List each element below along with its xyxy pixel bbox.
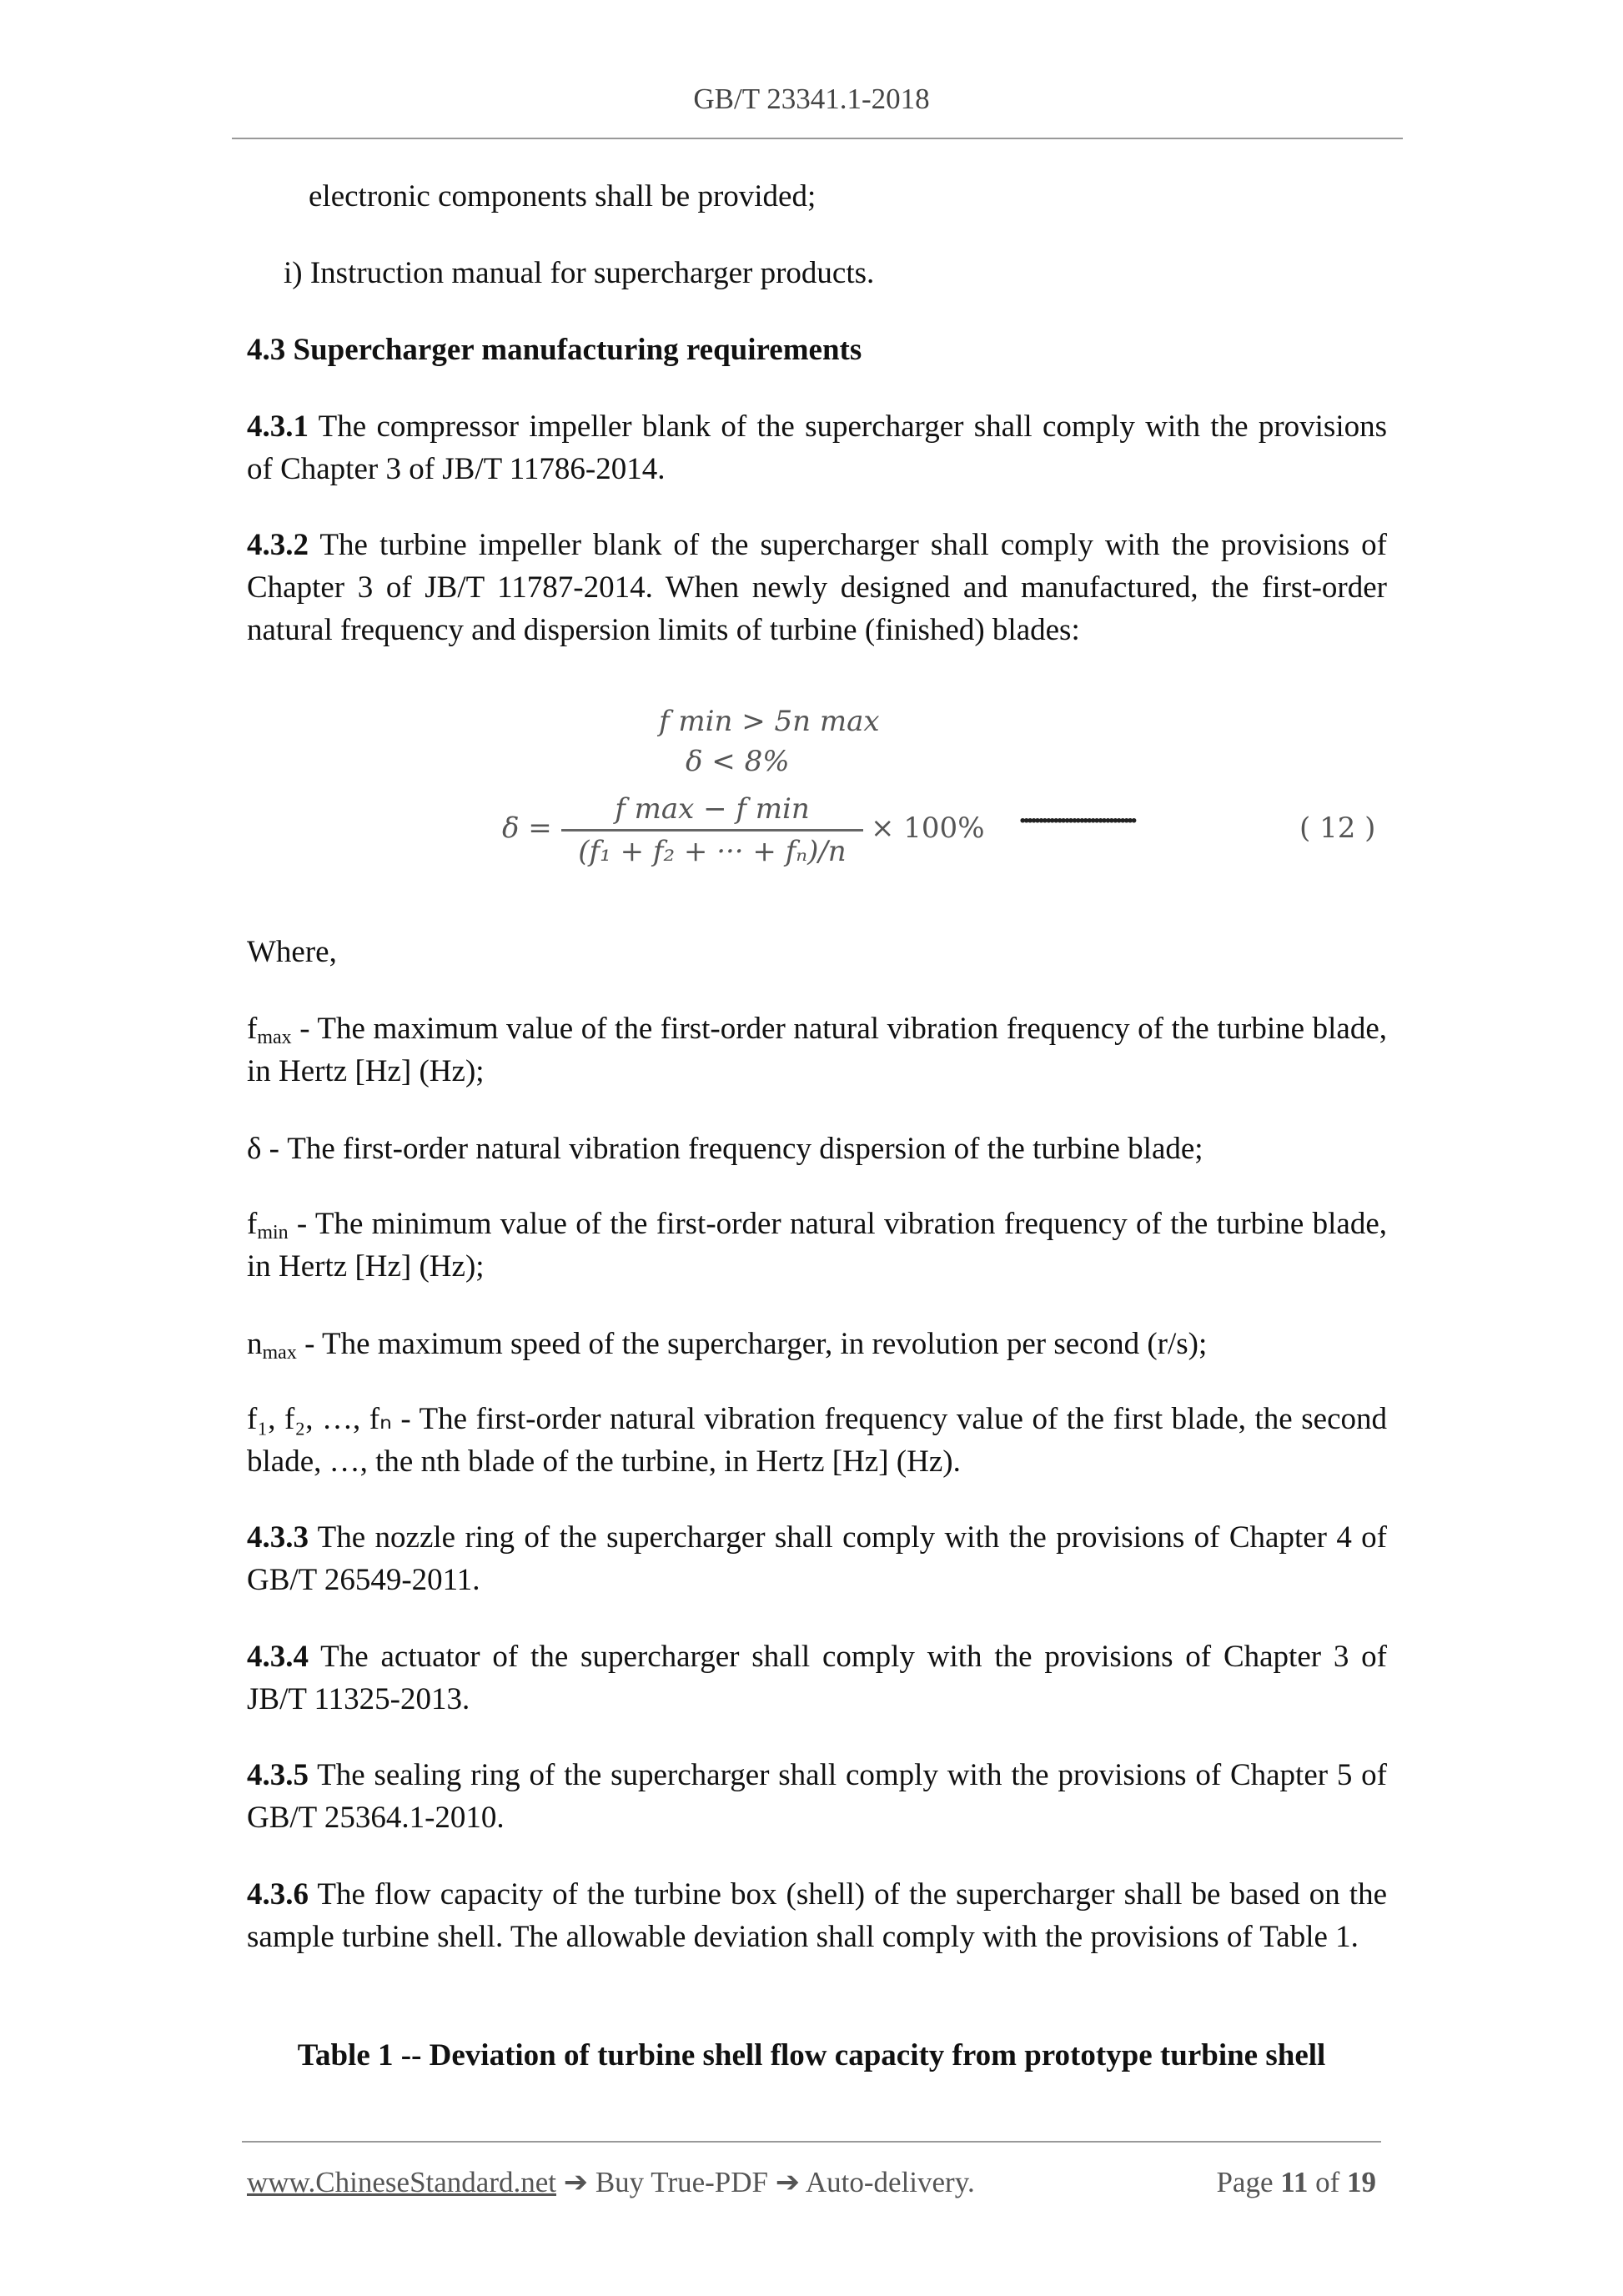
clause-text: The actuator of the supercharger shall comply with the provisions of Chapter 3 of JB/T 11325-2013. (247, 1640, 1387, 1716)
formula-leader: ······························· (1018, 806, 1133, 836)
definition-text: - The maximum value of the first-order natural vibration frequency of the turbine blade, in Hertz [Hz] (Hz); (247, 1012, 1387, 1088)
formula-factor: × 100% (871, 811, 985, 845)
subscript: min (257, 1222, 289, 1243)
total-pages: 19 (1347, 2166, 1376, 2198)
clause-number: 4.3.1 (247, 409, 309, 444)
fraction-bar (561, 829, 863, 831)
formula-lhs: δ = (502, 811, 552, 845)
clause-4-3-2 (247, 524, 1387, 651)
clause-number: 4.3.3 (247, 1520, 309, 1555)
paragraph: electronic components shall be provided; (309, 179, 817, 214)
clause-number: 4.3.4 (247, 1640, 309, 1674)
page-header: GB/T 23341.1-2018 (693, 83, 930, 115)
of-label: of (1308, 2166, 1347, 2198)
clause-number: 4.3.5 (247, 1758, 309, 1792)
clause-text: The compressor impeller blank of the supercharger shall comply with the provisions of Chapter 3 of JB/T 11786-2014. (247, 409, 1387, 486)
definition-text: - The maximum speed of the supercharger, in revolution per second (r/s); (296, 1327, 1208, 1361)
definition-nmax (247, 1323, 1387, 1365)
page-number (1216, 2162, 1376, 2203)
clause-text: The sealing ring of the supercharger shall comply with the provisions of Chapter 5 of GB/T 25364.1-2010. (247, 1758, 1387, 1835)
list-item: i) Instruction manual for supercharger products. (284, 256, 875, 290)
equation-number: ( 12 ) (1299, 811, 1376, 845)
formula-denominator: (f₁ + f₂ + ··· + fₙ)/n (578, 835, 847, 868)
clause-text: The nozzle ring of the supercharger shall comply with the provisions of Chapter 4 of GB/T 26549-2011. (247, 1520, 1387, 1597)
subscript: max (262, 1342, 297, 1364)
page-label: Page (1216, 2166, 1281, 2198)
symbol: f (247, 1012, 258, 1046)
definition-fn: f₁, f₂, …, fₙ - The first-order natural vibration frequency value of the first blade, the second blade, …, the nth blade of the turbine, in Hertz [Hz] (Hz). (247, 1402, 1387, 1479)
website-link[interactable]: www.ChineseStandard.net (247, 2166, 556, 2198)
clause-4-3-1 (247, 405, 1387, 490)
clause-text: The turbine impeller blank of the supercharger shall comply with the provisions of Chapter 3 of JB/T 11787-2014. When newly designed and manufactured, the first-order natural frequency and dispersion limits of turbine (finished) blades: (247, 528, 1387, 647)
clause-4-3-3 (247, 1516, 1387, 1601)
footer-divider (242, 2141, 1381, 2143)
clause-4-3-6 (247, 1873, 1387, 1958)
formula-line-2: δ < 8% (686, 745, 790, 778)
clause-number: 4.3.6 (247, 1877, 309, 1912)
subscript: max (257, 1027, 292, 1048)
formula-numerator: f max − f min (615, 792, 810, 826)
clause-4-3-4 (247, 1635, 1387, 1721)
clause-number: 4.3.2 (247, 528, 309, 562)
definition-delta: δ - The first-order natural vibration frequency dispersion of the turbine blade; (247, 1132, 1203, 1166)
formula-line-1: f min > 5n max (659, 705, 880, 738)
clause-4-3-5 (247, 1754, 1387, 1839)
header-divider (232, 138, 1403, 139)
formula-fraction (561, 791, 863, 870)
symbol: n (247, 1327, 263, 1361)
table-caption: Table 1 -- Deviation of turbine shell flow capacity from prototype turbine shell (297, 2038, 1326, 2072)
page-footer (247, 2162, 1376, 2203)
definition-fmin (247, 1203, 1387, 1288)
where-label: Where, (247, 935, 337, 969)
section-heading: 4.3 Supercharger manufacturing requirements (247, 333, 862, 367)
definition-text: - The minimum value of the first-order natural vibration frequency of the turbine blade, in Hertz [Hz] (Hz); (247, 1207, 1387, 1284)
footer-promo: ➔ Buy True-PDF ➔ Auto-delivery. (556, 2166, 975, 2198)
symbol: f (247, 1207, 258, 1241)
clause-text: The flow capacity of the turbine box (shell) of the supercharger shall be based on the sample turbine shell. The allowable deviation shall comply with the provisions of Table 1. (247, 1877, 1387, 1954)
definition-fmax (247, 1007, 1387, 1093)
current-page: 11 (1280, 2166, 1309, 2198)
